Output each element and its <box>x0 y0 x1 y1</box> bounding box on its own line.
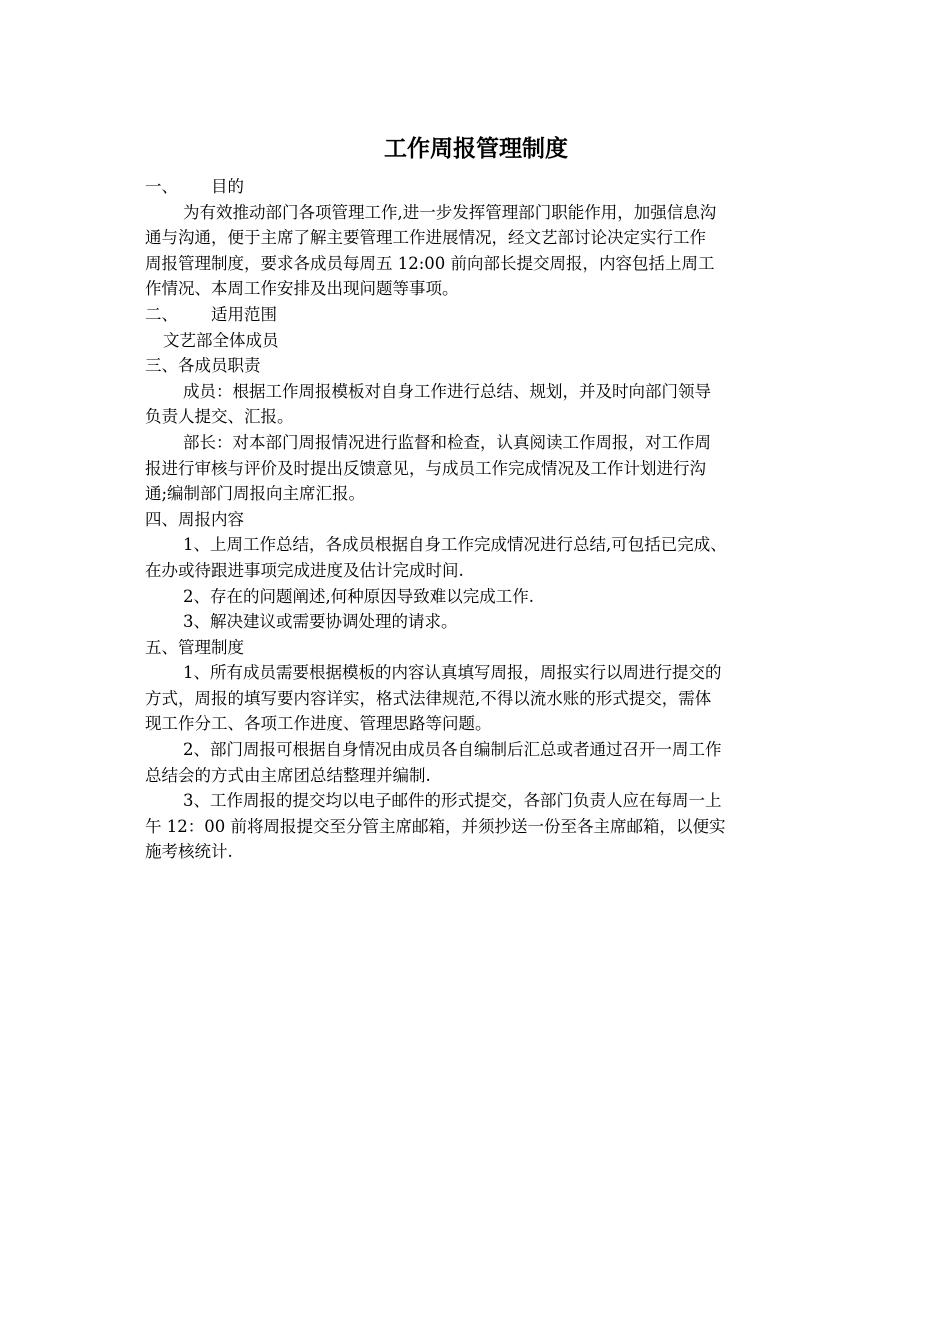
paragraph-line: 总结会的方式由主席团总结整理并编制. <box>145 765 431 785</box>
document-title: 工作周报管理制度 <box>384 136 568 162</box>
paragraph-line: 1、所有成员需要根据模板的内容认真填写周报，周报实行以周进行提交的 <box>183 663 722 683</box>
paragraph-line: 2、存在的问题阐述,何种原因导致难以完成工作. <box>183 586 534 606</box>
paragraph-line: 3、工作周报的提交均以电子邮件的形式提交，各部门负责人应在每周一上 <box>183 791 722 811</box>
paragraph-line: 2、部门周报可根据自身情况由成员各自编制后汇总或者通过召开一周工作 <box>183 740 722 760</box>
paragraph-line: 通;编制部门周报向主席汇报。 <box>145 484 366 504</box>
document-body <box>145 174 825 865</box>
paragraph-line: 3、解决建议或需要协调处理的请求。 <box>183 612 458 632</box>
section-heading-content: 四、周报内容 <box>145 509 244 529</box>
paragraph-line: 通与沟通，便于主席了解主要管理工作进展情况，经文艺部讨论决定实行工作 <box>145 228 706 248</box>
paragraph-line: 午 12：00 前将周报提交至分管主席邮箱，并须抄送一份至各主席邮箱，以便实 <box>145 816 726 836</box>
section-heading-purpose: 一、 目的 <box>145 177 244 196</box>
paragraph-line: 部长：对本部门周报情况进行监督和检查，认真阅读工作周报，对工作周 <box>183 432 711 452</box>
section-heading-management: 五、管理制度 <box>145 637 244 657</box>
section-heading-responsibilities: 三、各成员职责 <box>145 356 261 376</box>
paragraph-line: 周报管理制度，要求各成员每周五 12:00 前向部长提交周报，内容包括上周工 <box>145 253 715 273</box>
paragraph-line: 为有效推动部门各项管理工作,进一步发挥管理部门职能作用，加强信息沟 <box>183 202 717 222</box>
paragraph-line: 施考核统计. <box>145 842 233 862</box>
paragraph-line: 文艺部全体成员 <box>163 330 279 350</box>
paragraph-line: 报进行审核与评价及时提出反馈意见，与成员工作完成情况及工作计划进行沟 <box>145 458 706 478</box>
paragraph-line: 1、上周工作总结，各成员根据自身工作完成情况进行总结,可包括已完成、 <box>183 535 727 555</box>
paragraph-line: 作情况、本周工作安排及出现问题等事项。 <box>145 279 459 299</box>
paragraph-line: 现工作分工、各项工作进度、管理思路等问题。 <box>145 714 492 734</box>
paragraph-line: 在办或待跟进事项完成进度及估计完成时间. <box>145 560 464 580</box>
section-heading-scope: 二、 适用范围 <box>145 304 277 324</box>
paragraph-line: 方式，周报的填写要内容详实，格式法律规范,不得以流水账的形式提交，需体 <box>145 688 712 708</box>
paragraph-line: 负责人提交、汇报。 <box>145 407 294 427</box>
paragraph-line: 成员：根据工作周报模板对自身工作进行总结、规划，并及时向部门领导 <box>183 381 711 401</box>
